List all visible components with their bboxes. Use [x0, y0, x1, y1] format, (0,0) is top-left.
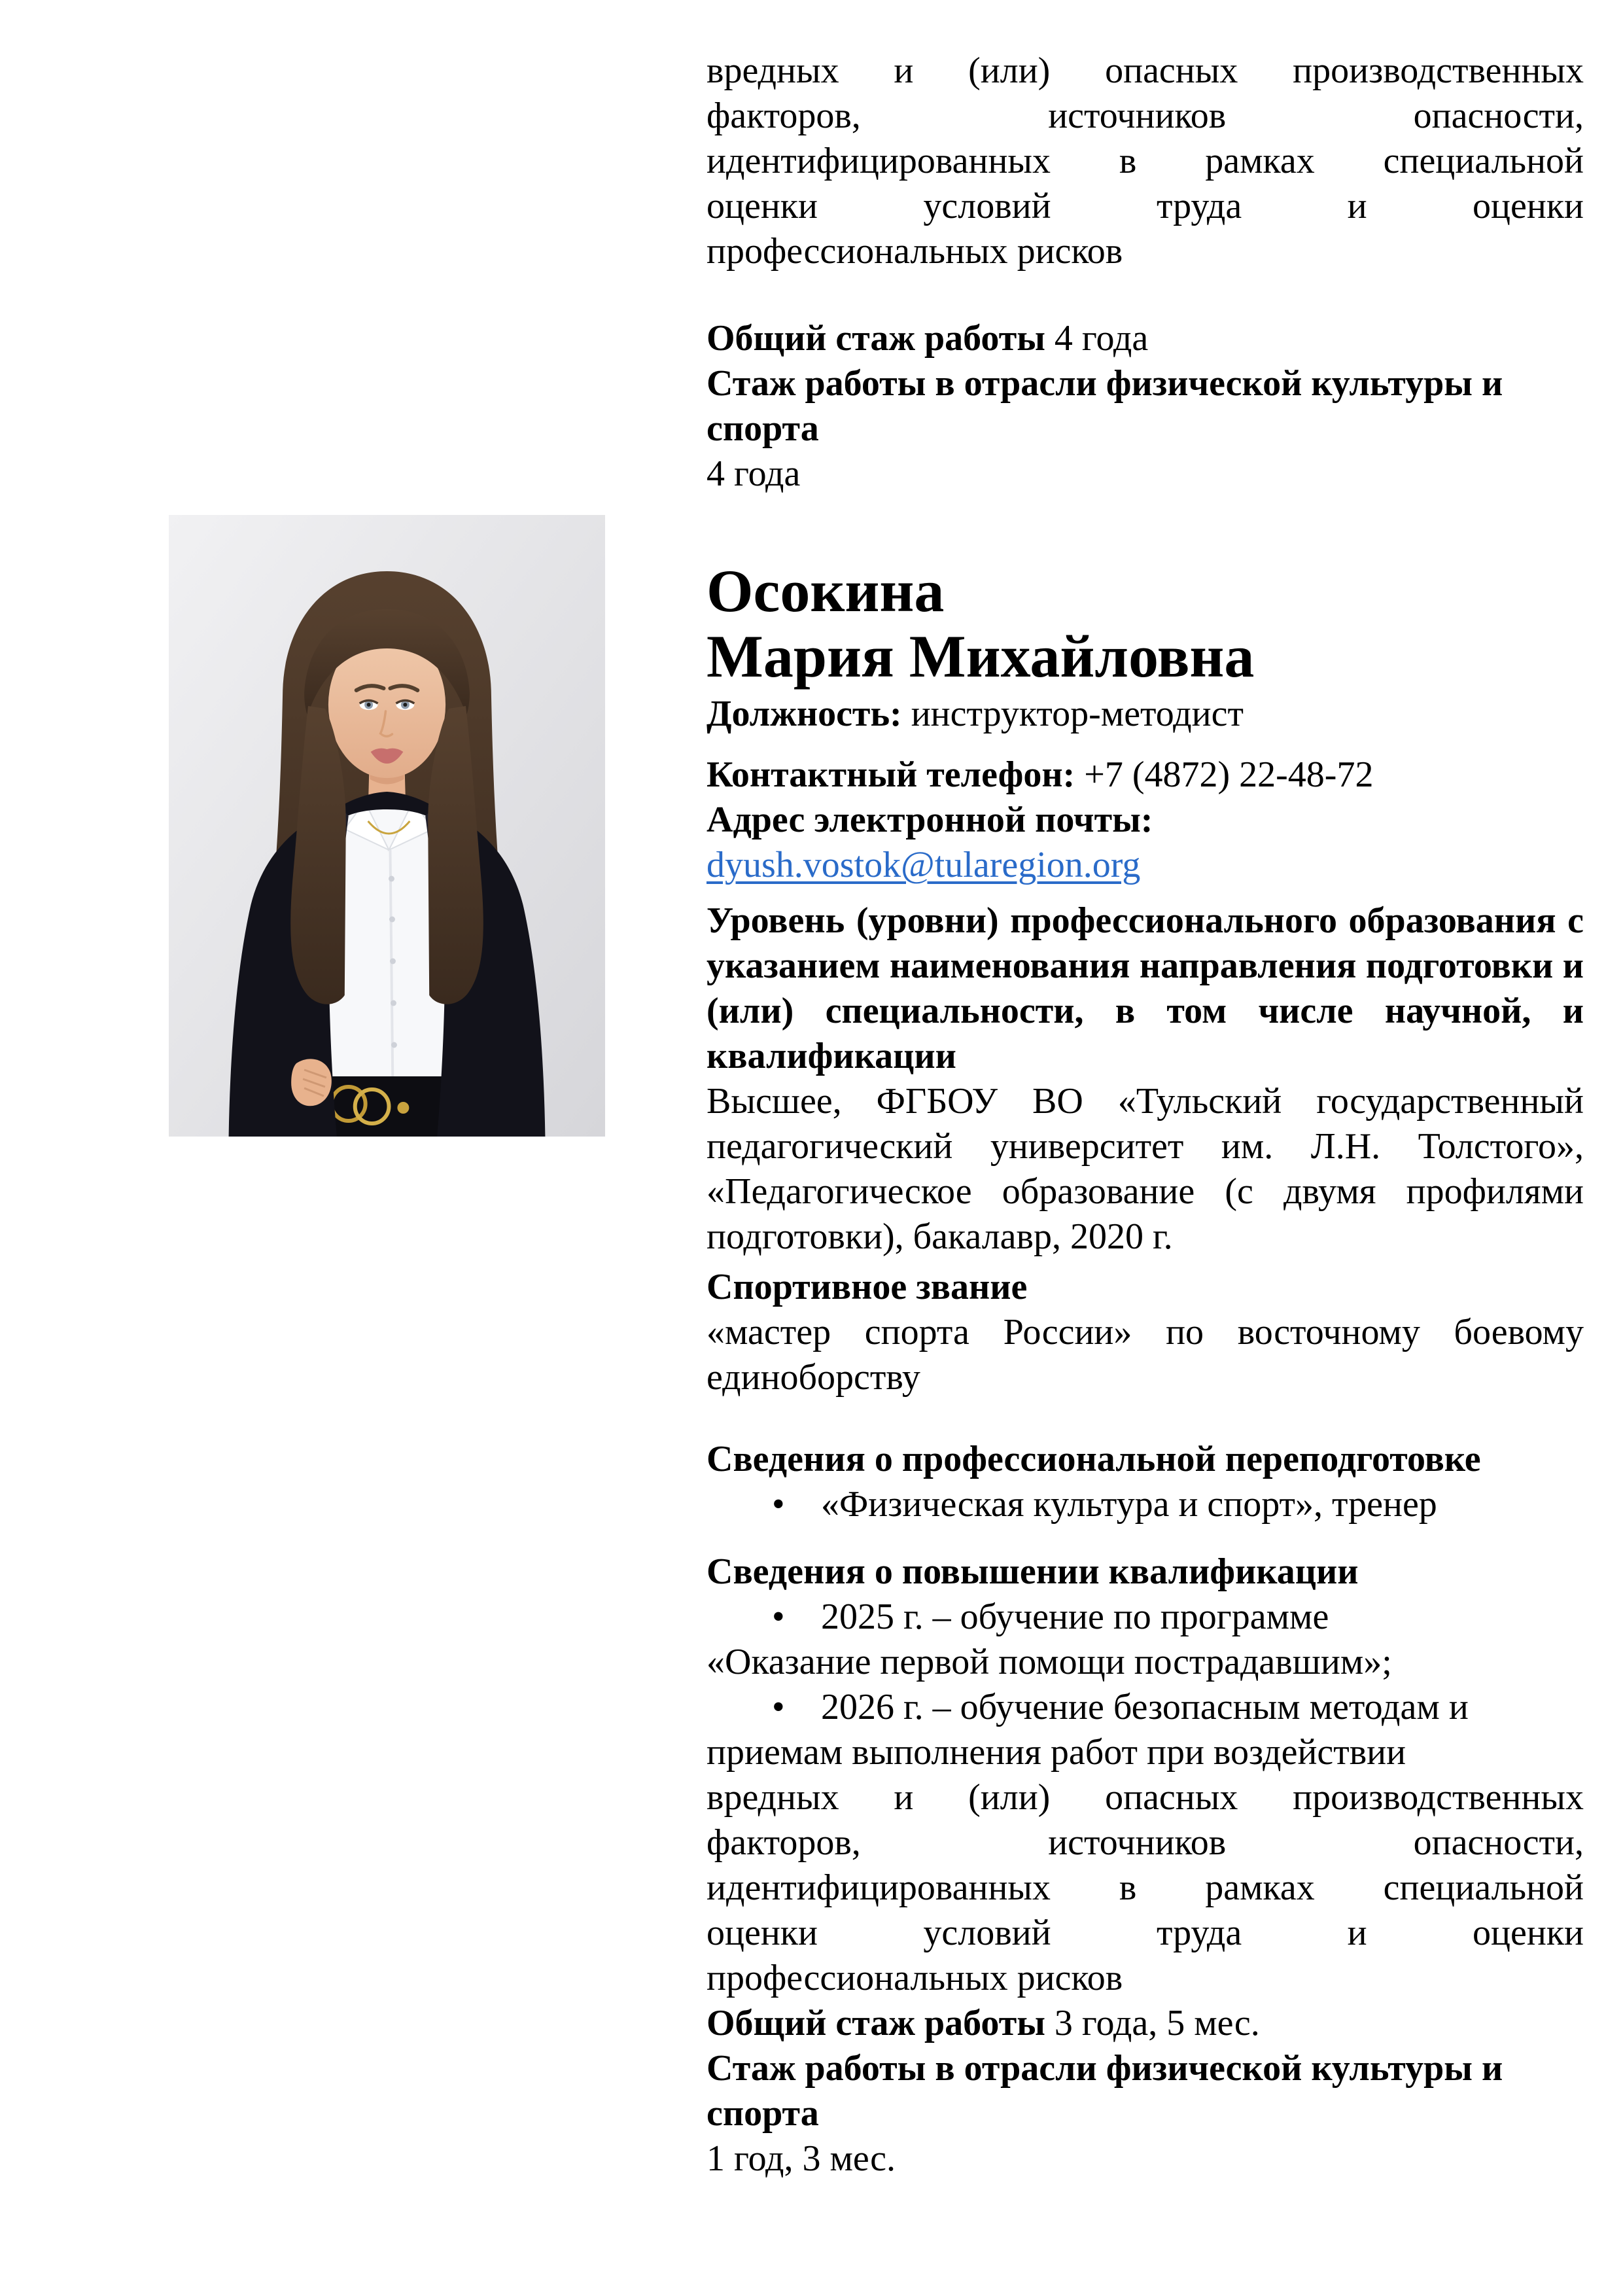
text-line: профессиональных рисков [707, 231, 1123, 272]
total-experience-line [707, 316, 1584, 361]
current-experience-block [707, 2001, 1584, 2181]
bullet-text: «Физическая культура и спорт», тренер [821, 1484, 1437, 1525]
retraining-block [707, 1437, 1584, 1527]
position-label: Должность: [707, 694, 902, 734]
text-line: факторов, источников опасности, [707, 96, 1584, 136]
text-line: Высшее, ФГБОУ ВО «Тульский государственный [707, 1081, 1584, 1122]
text-line: указанием наименования направления подготовки и [707, 945, 1584, 986]
qualification-block [707, 1549, 1584, 2001]
person-last-name: Осокина [707, 557, 945, 624]
retraining-label: Сведения о профессиональной переподготовке [707, 1439, 1481, 1479]
email-label: Адрес электронной почты: [707, 800, 1153, 840]
text-line: квалификации [707, 1036, 956, 1076]
intro-continuation-paragraph [707, 48, 1584, 274]
text-line: профессиональных рисков [707, 1958, 1123, 1998]
phone-line [707, 752, 1584, 798]
text-line: «Оказание первой помощи пострадавшим»; [707, 1642, 1392, 1682]
text-line: факторов, источников опасности, [707, 1822, 1584, 1863]
previous-experience-block [707, 316, 1584, 497]
bullet-line [707, 1595, 1584, 1640]
text-line: «мастер спорта России» по восточному боевому [707, 1312, 1584, 1352]
text-line: (или) специальности, в том числе научной, и [707, 991, 1584, 1031]
email-link[interactable]: dyush.vostok@tularegion.org [707, 845, 1141, 885]
bullet-icon: • [772, 1484, 785, 1525]
text-line: идентифицированных в рамках специальной [707, 141, 1584, 181]
bullet-text: 2026 г. – обучение безопасным методам и [821, 1687, 1469, 1727]
sport-title-value [707, 1310, 1584, 1400]
industry-experience-label: Стаж работы в отрасли физической культуры и спорта [707, 2048, 1503, 2134]
portrait-illustration [169, 515, 605, 1137]
text-line: Уровень (уровни) профессионального образования с [707, 900, 1584, 941]
total-experience-value: 3 года, 5 мес. [1054, 2003, 1260, 2043]
text-line: вредных и (или) опасных производственных [707, 1777, 1584, 1818]
text-line: оценки условий труда и оценки [707, 186, 1584, 226]
qualification-label: Сведения о повышении квалификации [707, 1551, 1359, 1592]
total-experience-value: 4 года [1054, 318, 1149, 359]
education-value [707, 1079, 1584, 1260]
sport-title-block [707, 1265, 1584, 1400]
industry-experience-value: 4 года [707, 453, 801, 494]
text-column [707, 48, 1584, 2181]
person-name-heading [707, 558, 1584, 689]
text-line: подготовки), бакалавр, 2020 г. [707, 1216, 1173, 1257]
education-heading [707, 898, 1584, 1079]
retraining-list [707, 1482, 1584, 1527]
text-line: единоборству [707, 1357, 920, 1398]
person-first-middle-name: Мария Михайловна [707, 623, 1255, 690]
total-experience-line [707, 2001, 1584, 2046]
text-line: педагогический университет им. Л.Н. Толстого», [707, 1126, 1584, 1167]
bullet-text: 2025 г. – обучение по программе [821, 1597, 1329, 1637]
total-experience-label: Общий стаж работы [707, 318, 1045, 359]
bullet-icon: • [772, 1687, 785, 1727]
bullet-line [707, 1482, 1584, 1527]
position-line [707, 692, 1584, 737]
bullet-icon: • [772, 1597, 785, 1637]
text-line: вредных и (или) опасных производственных [707, 50, 1584, 91]
position-value: инструктор-методист [911, 694, 1244, 734]
industry-experience-value: 1 год, 3 мес. [707, 2138, 896, 2179]
text-line: «Педагогическое образование (с двумя профилями [707, 1171, 1584, 1212]
qualification-list [707, 1595, 1584, 2001]
text-line: приемам выполнения работ при воздействии [707, 1732, 1406, 1773]
email-line [707, 843, 1584, 888]
industry-experience-label: Стаж работы в отрасли физической культуры и спорта [707, 363, 1503, 449]
contact-block [707, 752, 1584, 888]
profile-photo [169, 515, 605, 1137]
sport-title-label: Спортивное звание [707, 1267, 1028, 1307]
phone-label: Контактный телефон: [707, 754, 1075, 795]
total-experience-label: Общий стаж работы [707, 2003, 1045, 2043]
text-line: оценки условий труда и оценки [707, 1913, 1584, 1953]
bullet-line [707, 1685, 1584, 1730]
text-line: идентифицированных в рамках специальной [707, 1867, 1584, 1908]
phone-value: +7 (4872) 22-48-72 [1084, 754, 1374, 795]
